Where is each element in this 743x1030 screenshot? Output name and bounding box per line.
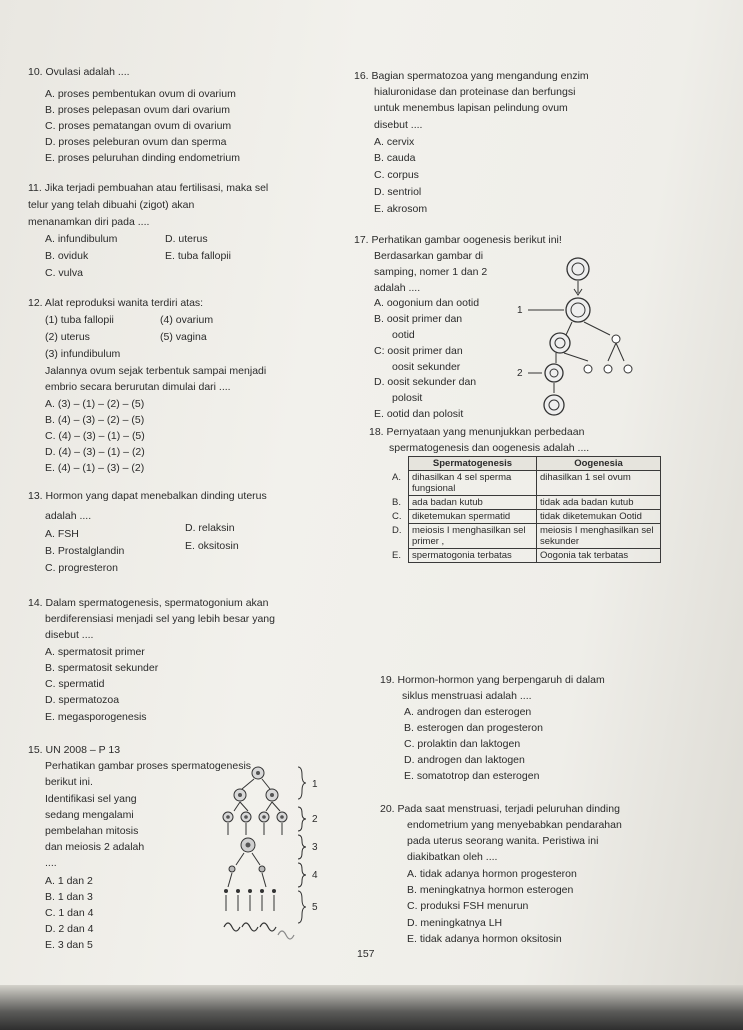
oogenesis-diagram — [528, 255, 688, 420]
q19-option-d: D. androgen dan laktogen — [404, 754, 525, 766]
q18-line-2: spermatogenesis dan oogenesis adalah .... — [389, 442, 590, 454]
cell-oogenesis: Oogonia tak terbatas — [536, 549, 660, 563]
stage-label-1: 1 — [312, 779, 318, 790]
q10-option-a: A. proses pembentukan ovum di ovarium — [45, 88, 236, 100]
q13-line-2: adalah .... — [45, 510, 92, 522]
q15-line-4: sedang mengalami — [45, 809, 134, 821]
q16-option-e: E. akrosom — [374, 203, 428, 215]
row-label: C. — [392, 510, 402, 522]
q18-line-1: 18. Pernyataan yang menunjukkan perbedaan — [369, 426, 585, 438]
q17-option-d-cont: polosit — [392, 392, 423, 404]
q14-line-3: disebut .... — [45, 629, 94, 641]
row-label: D. — [392, 524, 402, 536]
q17-line-1: 17. Perhatikan gambar oogenesis berikut ini! — [354, 234, 562, 246]
row-label: B. — [392, 496, 401, 508]
q16-option-a: A. cervix — [374, 136, 415, 148]
table-row — [389, 471, 661, 496]
primary-spermatocyte-cells — [234, 789, 278, 801]
cell-oogenesis: tidak ada badan kutub — [536, 496, 660, 510]
cell-spermatogenesis: dihasilkan 4 sel sperma fungsional — [409, 471, 537, 496]
q15-line-3: Identifikasi sel yang — [45, 793, 137, 805]
q14-line-1: 14. Dalam spermatogenesis, spermatogonium akan — [28, 597, 269, 609]
page-number: 157 — [357, 948, 375, 960]
q17-option-e: E. ootid dan polosit — [374, 408, 464, 420]
cell-spermatogenesis: diketemukan spermatid — [409, 510, 537, 524]
q10-question: 10. Ovulasi adalah .... — [28, 66, 130, 78]
q19-option-c: C. prolaktin dan laktogen — [404, 738, 521, 750]
q12-item-4: (4) ovarium — [160, 314, 214, 326]
q16-option-b: B. cauda — [374, 152, 416, 164]
q15-line-1: Perhatikan gambar proses spermatogenesis — [45, 760, 252, 772]
table-row — [389, 510, 661, 524]
spermatozoa-row-1 — [224, 889, 276, 893]
q11-option-a: A. infundibulum — [45, 233, 118, 245]
spermatogenesis-diagram — [218, 765, 328, 950]
q15-option-b: B. 1 dan 3 — [45, 891, 93, 903]
cell-oogenesis: meiosis I menghasilkan sel sekunder — [536, 524, 660, 549]
q13-option-a: A. FSH — [45, 528, 79, 540]
q14-option-d: D. spermatozoa — [45, 694, 120, 706]
q15-header: 15. UN 2008 – P 13 — [28, 744, 121, 756]
col-header-oogenesis: Oogenesia — [536, 457, 660, 471]
q17-option-b: B. oosit primer dan — [374, 313, 463, 325]
q16-line-1: 16. Bagian spermatozoa yang mengandung enzim — [354, 70, 589, 82]
q13-option-d: D. relaksin — [185, 522, 235, 534]
spermatocyte-cluster — [241, 838, 255, 852]
q11-option-d: D. uterus — [165, 233, 208, 245]
q11-line-2: telur yang telah dibuahi (zigot) akan — [28, 199, 195, 211]
q12-option-d: D. (4) – (3) – (1) – (2) — [45, 446, 145, 458]
q15-line-6: dan meiosis 2 adalah — [45, 841, 145, 853]
q15-line-5: pembelahan mitosis — [45, 825, 139, 837]
q16-line-2: hialuronidase dan proteinase dan berfungsi — [374, 86, 576, 98]
secondary-cells-row — [223, 812, 287, 822]
q17-option-b-cont: ootid — [392, 329, 415, 341]
q20-line-2: endometrium yang menyebabkan pendarahan — [407, 819, 622, 831]
q17-option-a: A. oogonium dan ootid — [374, 297, 480, 309]
q12-option-c: C. (4) – (3) – (1) – (5) — [45, 430, 145, 442]
cell-oogenesis: tidak diketemukan Ootid — [536, 510, 660, 524]
q11-option-c: C. vulva — [45, 267, 83, 279]
oogenesis-label-1: 1 — [517, 305, 523, 316]
q20-line-4: diakibatkan oleh .... — [407, 851, 498, 863]
q15-option-c: C. 1 dan 4 — [45, 907, 94, 919]
q10-option-e: E. proses peluruhan dinding endometrium — [45, 152, 240, 164]
spermatogonium-cell — [252, 767, 264, 779]
q16-line-4: disebut .... — [374, 119, 423, 131]
table-row — [389, 496, 661, 510]
q14-option-e: E. megasporogenesis — [45, 711, 147, 723]
q10-option-b: B. proses pelepasan ovum dari ovarium — [45, 104, 231, 116]
q17-line-3: samping, nomer 1 dan 2 — [374, 266, 488, 278]
spermatozoa-row-2 — [224, 923, 294, 939]
stage-label-2: 2 — [312, 814, 318, 825]
q16-line-3: untuk menembus lapisan pelindung ovum — [374, 102, 568, 114]
q14-option-b: B. spermatosit sekunder — [45, 662, 159, 674]
oogonium-cell — [567, 258, 589, 280]
q12-item-3: (3) infundibulum — [45, 348, 121, 360]
q19-option-a: A. androgen dan esterogen — [404, 706, 532, 718]
q13-option-c: C. progresteron — [45, 562, 118, 574]
cell-spermatogenesis: spermatogonia terbatas — [409, 549, 537, 563]
q12-question: 12. Alat reproduksi wanita terdiri atas: — [28, 297, 204, 309]
q20-option-a: A. tidak adanya hormon progesteron — [407, 868, 577, 880]
stage-brackets — [298, 767, 306, 923]
q20-option-b: B. meningkatnya hormon esterogen — [407, 884, 574, 896]
q14-option-c: C. spermatid — [45, 678, 105, 690]
table-row — [389, 549, 661, 563]
q19-line-1: 19. Hormon-hormon yang berpengaruh di dalam — [380, 674, 605, 686]
ovum-cell — [544, 395, 564, 415]
table-row — [389, 524, 661, 549]
q14-option-a: A. spermatosit primer — [45, 646, 145, 658]
q15-line-7: .... — [45, 857, 57, 869]
q12-item-1: (1) tuba fallopii — [45, 314, 114, 326]
q20-option-d: D. meningkatnya LH — [407, 917, 503, 929]
cell-oogenesis: dihasilkan 1 sel ovum — [536, 471, 660, 496]
row-label: A. — [392, 471, 401, 483]
col-header-spermatogenesis: Spermatogenesis — [409, 457, 537, 471]
q20-option-e: E. tidak adanya hormon oksitosin — [407, 933, 562, 945]
q17-line-2: Berdasarkan gambar di — [374, 250, 484, 262]
q19-option-e: E. somatotrop dan esterogen — [404, 770, 540, 782]
q12-item-2: (2) uterus — [45, 331, 90, 343]
q15-option-a: A. 1 dan 2 — [45, 875, 93, 887]
q12-line-2: embrio secara berurutan dimulai dari .... — [45, 381, 231, 393]
q11-option-b: B. oviduk — [45, 250, 89, 262]
q17-option-d: D. oosit sekunder dan — [374, 376, 477, 388]
q13-option-e: E. oksitosin — [185, 540, 239, 552]
q13-option-b: B. Prostalglandin — [45, 545, 125, 557]
q16-option-c: C. corpus — [374, 169, 419, 181]
row-label: E. — [392, 549, 401, 561]
spermatid-row — [229, 866, 265, 872]
q20-option-c: C. produksi FSH menurun — [407, 900, 529, 912]
q15-line-2: berikut ini. — [45, 776, 93, 788]
page-bottom-shadow — [0, 985, 743, 1030]
q10-option-c: C. proses pematangan ovum di ovarium — [45, 120, 232, 132]
q11-line-1: 11. Jika terjadi pembuahan atau fertilisasi, maka sel — [28, 182, 269, 194]
q16-option-d: D. sentriol — [374, 186, 422, 198]
q15-option-e: E. 3 dan 5 — [45, 939, 93, 951]
q19-line-2: siklus menstruasi adalah .... — [402, 690, 532, 702]
q12-option-e: E. (4) – (1) – (3) – (2) — [45, 462, 145, 474]
q12-line-1: Jalannya ovum sejak terbentuk sampai menjadi — [45, 365, 267, 377]
stage-label-4: 4 — [312, 870, 318, 881]
stage-label-3: 3 — [312, 842, 318, 853]
comparison-table — [389, 456, 661, 563]
q15-option-d: D. 2 dan 4 — [45, 923, 94, 935]
q19-option-b: B. esterogen dan progesteron — [404, 722, 543, 734]
q13-line-1: 13. Hormon yang dapat menebalkan dinding uterus — [28, 490, 267, 502]
q17-option-c-cont: oosit sekunder — [392, 361, 461, 373]
oogenesis-label-2: 2 — [517, 368, 523, 379]
q11-option-e: E. tuba fallopii — [165, 250, 231, 262]
q20-line-3: pada uterus seorang wanita. Peristiwa ini — [407, 835, 599, 847]
ootid-row — [545, 364, 632, 382]
q12-option-a: A. (3) – (1) – (2) – (5) — [45, 398, 145, 410]
secondary-oocyte-cell — [550, 333, 620, 353]
q10-option-d: D. proses peleburan ovum dan sperma — [45, 136, 227, 148]
q12-option-b: B. (4) – (3) – (2) – (5) — [45, 414, 145, 426]
cell-spermatogenesis: meiosis I menghasilkan sel primer , — [409, 524, 537, 549]
q11-line-3: menanamkan diri pada .... — [28, 216, 150, 228]
q20-line-1: 20. Pada saat menstruasi, terjadi peluruhan dinding — [380, 803, 620, 815]
stage-label-5: 5 — [312, 902, 318, 913]
q17-line-4: adalah .... — [374, 282, 421, 294]
q12-item-5: (5) vagina — [160, 331, 207, 343]
cell-spermatogenesis: ada badan kutub — [409, 496, 537, 510]
q17-option-c: C: oosit primer dan — [374, 345, 463, 357]
q14-line-2: berdiferensiasi menjadi sel yang lebih besar yang — [45, 613, 275, 625]
primary-oocyte-cell — [566, 298, 590, 322]
